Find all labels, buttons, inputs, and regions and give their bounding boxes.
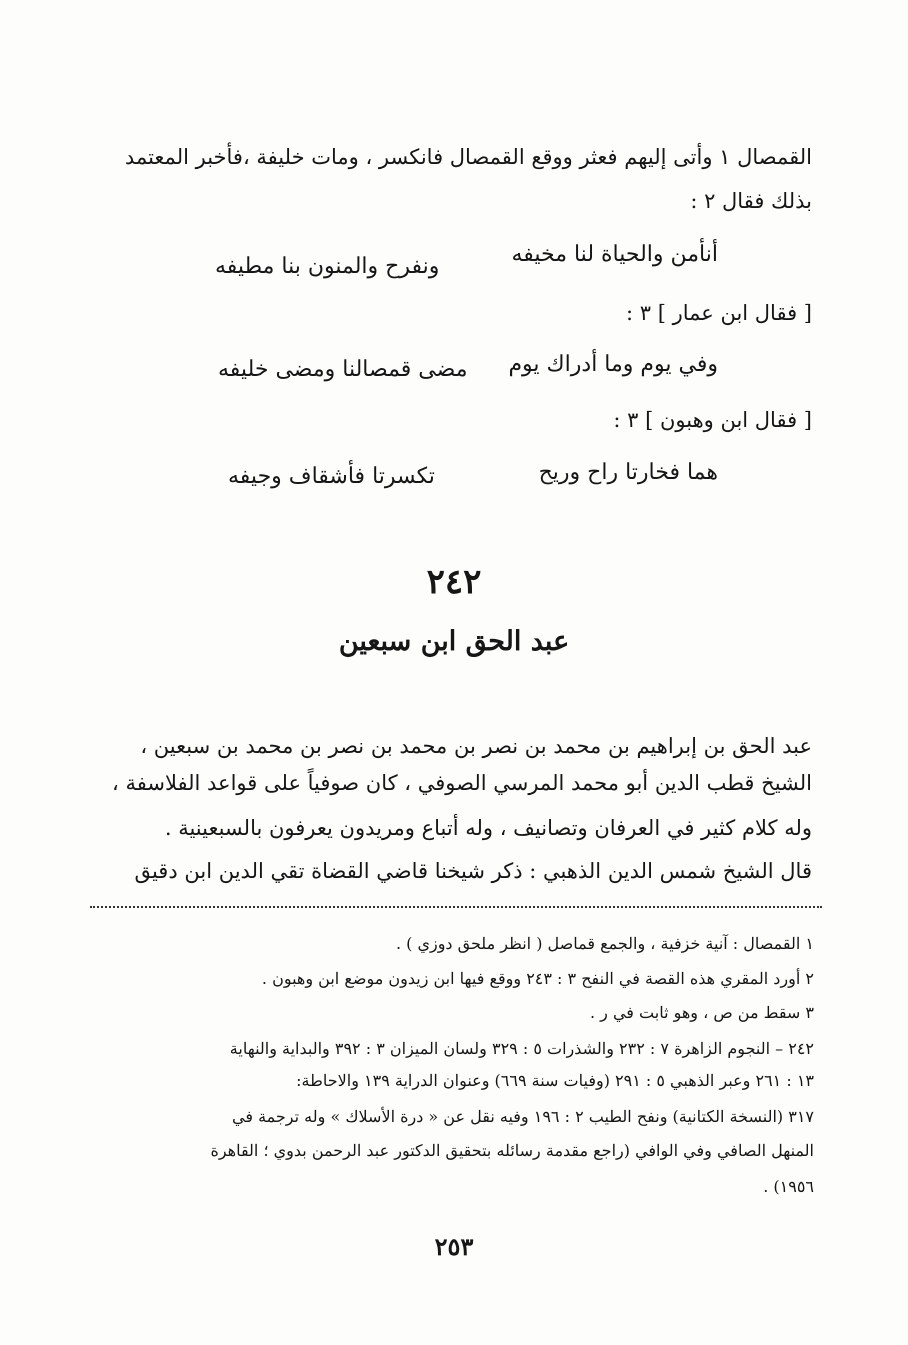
attribution-line: [ فقال ابن عمار ] ٣ : xyxy=(625,301,812,325)
verse-hemistich: ونفرح والمنون بنا مطيفه xyxy=(215,254,440,279)
paragraph-line: عبد الحق بن إبراهيم بن محمد بن نصر بن محمد بن نصر بن محمد بن سبعين ، xyxy=(140,734,812,758)
footnote-line: ٢٤٢ – النجوم الزاهرة ٧ : ٢٣٢ والشذرات ٥ : ٣٢٩ ولسان الميزان ٣ : ٣٩٢ والبداية والنهاية xyxy=(229,1039,814,1058)
page-number: ٢٥٣ xyxy=(434,1232,474,1261)
paragraph-line: الشيخ قطب الدين أبو محمد المرسي الصوفي ، كان صوفياً على قواعد الفلاسفة ، xyxy=(112,771,812,795)
paragraph-line: وله كلام كثير في العرفان وتصانيف ، وله أتباع ومريدون يعرفون بالسبعينية . xyxy=(164,816,812,840)
footnote-separator xyxy=(90,906,822,908)
entry-number: ٢٤٢ xyxy=(426,562,482,602)
attribution-line: [ فقال ابن وهبون ] ٣ : xyxy=(613,408,812,432)
paragraph-line: قال الشيخ شمس الدين الذهبي : ذكر شيخنا قاضي القضاة تقي الدين ابن دقيق xyxy=(134,859,812,883)
entry-title: عبد الحق ابن سبعين xyxy=(338,626,570,657)
verse-hemistich: تكسرتا فأشقاف وجيفه xyxy=(228,464,435,489)
verse-hemistich: هما فخارتا راح وريح xyxy=(538,460,718,485)
footnote-line: ١٩٥٦) . xyxy=(763,1177,814,1196)
footnote-line: ١٣ : ٢٦١ وعبر الذهبي ٥ : ٢٩١ (وفيات سنة ٦٦٩) وعنوان الدراية ١٣٩ والاحاطة: xyxy=(296,1071,814,1090)
body-text-line: القمصال ١ وأتى إليهم فعثر ووقع القمصال فانكسر ، ومات خليفة ،فأخبر المعتمد xyxy=(124,145,812,169)
footnote-line: ١ القمصال : آنية خزفية ، والجمع قماصل ( انظر ملحق دوزي ) . xyxy=(395,934,814,953)
verse-hemistich: أنأمن والحياة لنا مخيفه xyxy=(511,242,718,267)
footnote-line: ٣ سقط من ص ، وهو ثابت في ر . xyxy=(589,1003,814,1022)
verse-hemistich: مضى قمصالنا ومضى خليفه xyxy=(218,357,468,382)
footnote-line: ٣١٧ (النسخة الكتانية) ونفح الطيب ٢ : ١٩٦ وفيه نقل عن « درة الأسلاك » وله ترجمة في xyxy=(232,1107,814,1126)
footnote-line: ٢ أورد المقري هذه القصة في النفح ٣ : ٢٤٣ ووقع فيها ابن زيدون موضع ابن وهبون . xyxy=(261,969,814,988)
verse-hemistich: وفي يوم وما أدراك يوم xyxy=(508,352,718,377)
body-text-line: بذلك فقال ٢ : xyxy=(690,189,812,213)
footnote-line: المنهل الصافي وفي الوافي (راجع مقدمة رسائله بتحقيق الدكتور عبد الرحمن بدوي ؛ القاهرة xyxy=(210,1141,814,1160)
